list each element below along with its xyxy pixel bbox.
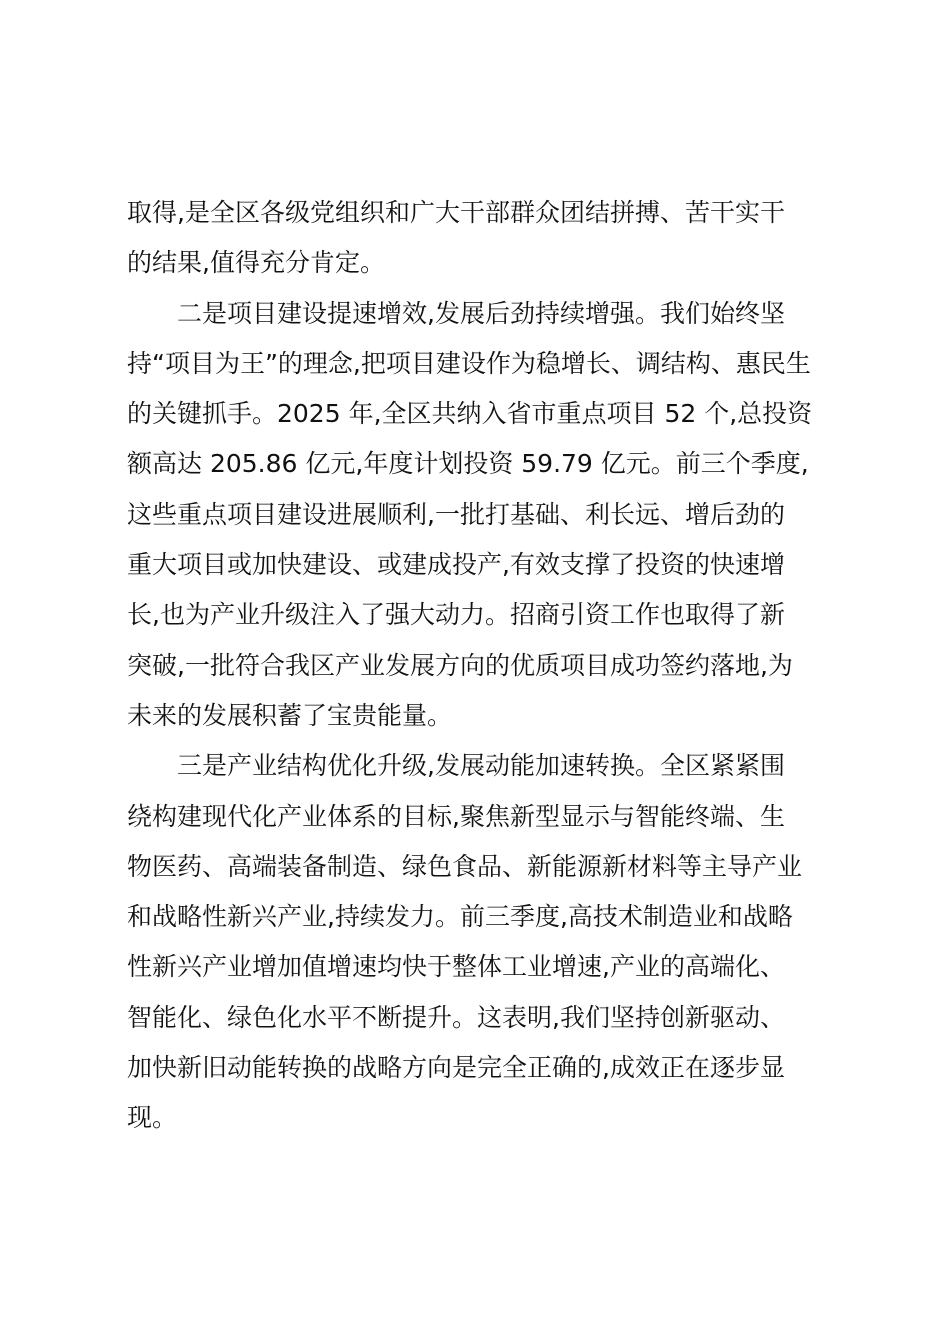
paragraph-line: 现。 [127, 1103, 178, 1133]
paragraph-line: 和战略性新兴产业,持续发力。前三季度,高技术制造业和战略 [127, 902, 793, 932]
paragraph-line: 绕构建现代化产业体系的目标,聚焦新型显示与智能终端、生 [127, 801, 785, 831]
document-body [127, 188, 827, 1144]
paragraph-line: 重大项目或加快建设、或建成投产,有效支撑了投资的快速增 [127, 550, 785, 580]
paragraph-line: 持“项目为王”的理念,把项目建设作为稳增长、调结构、惠民生 [127, 348, 811, 378]
paragraph-line: 智能化、绿色化水平不断提升。这表明,我们坚持创新驱动、 [127, 1002, 785, 1032]
paragraph-3 [127, 741, 827, 1143]
paragraph-line: 加快新旧动能转换的战略方向是完全正确的,成效正在逐步显 [127, 1053, 785, 1083]
paragraph-line: 长,也为产业升级注入了强大动力。招商引资工作也取得了新 [127, 600, 785, 630]
paragraph-line: 的结果,值得充分肯定。 [127, 248, 385, 278]
paragraph-1 [127, 188, 827, 289]
paragraph-line: 这些重点项目建设进展顺利,一批打基础、利长远、增后劲的 [127, 499, 785, 529]
paragraph-line: 额高达 205.86 亿元,年度计划投资 59.79 亿元。前三个季度, [127, 449, 809, 479]
paragraph-line: 取得,是全区各级党组织和广大干部群众团结拼搏、苦干实干 [127, 198, 785, 227]
paragraph-line: 的关键抓手。2025 年,全区共纳入省市重点项目 52 个,总投资 [127, 399, 813, 429]
paragraph-line: 突破,一批符合我区产业发展方向的优质项目成功签约落地,为 [127, 650, 793, 680]
paragraph-line: 物医药、高端装备制造、绿色食品、新能源新材料等主导产业 [127, 851, 803, 881]
paragraph-line: 性新兴产业增加值增速均快于整体工业增速,产业的高端化、 [127, 952, 785, 982]
paragraph-line: 三是产业结构优化升级,发展动能加速转换。全区紧紧围 [177, 751, 785, 781]
paragraph-2 [127, 289, 827, 742]
paragraph-line: 未来的发展积蓄了宝贵能量。 [127, 700, 453, 730]
paragraph-line: 二是项目建设提速增效,发展后劲持续增强。我们始终坚 [177, 298, 785, 328]
